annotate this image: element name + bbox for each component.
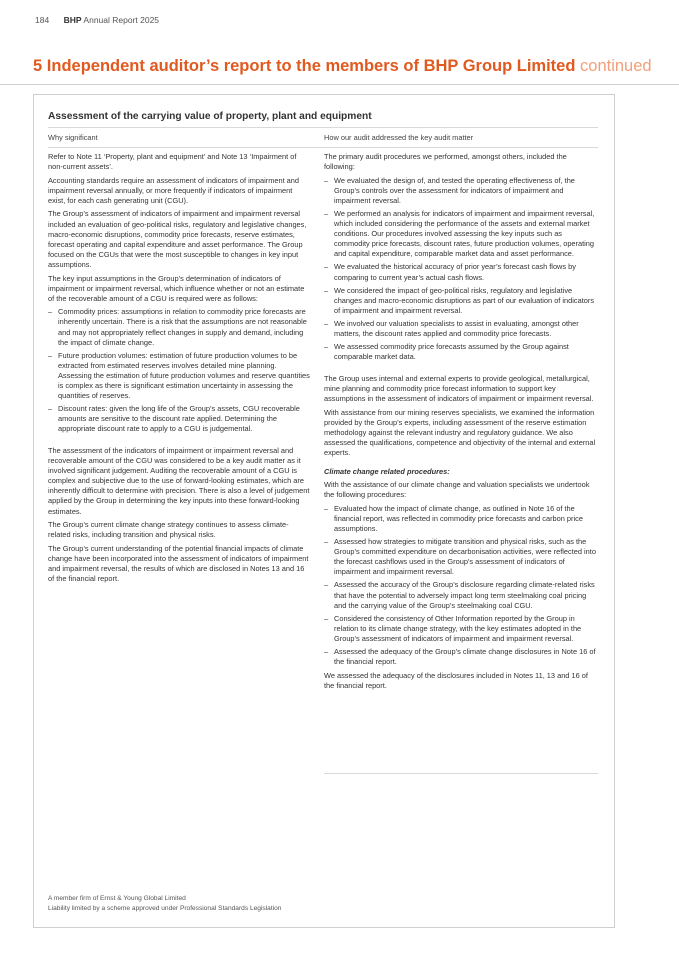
list-item: – Considered the consistency of Other Information reported by the Group in relation to its climate change strategy, with the key estimates adopted in the Group’s assessment of indicators of impairment and impairment reversal. xyxy=(324,613,582,643)
brand-name: BHP xyxy=(63,15,82,25)
list-item: – Commodity prices: assumptions in relation to commodity price forecasts are inherently uncertain. There is a risk that the assumptions are not reasonable and may not appropriately reflect changes in supply and demand, including the impact of climate change. xyxy=(48,307,307,347)
climate-procedures-list xyxy=(324,504,598,667)
paragraph: The Group’s current climate change strategy continues to assess climate-related risks, including transition and physical risks. xyxy=(48,520,289,540)
list-item: – We involved our valuation specialists to assist in evaluating, amongst other matters, the discount rates applied and commodity price forecasts. xyxy=(324,318,579,338)
page-header xyxy=(35,15,159,25)
footer-line: A member firm of Ernst & Young Global Limited xyxy=(48,895,186,902)
header-divider xyxy=(0,84,679,85)
document-title: Annual Report 2025 xyxy=(83,15,160,25)
footer-line: Liability limited by a scheme approved under Professional Standards Legislation xyxy=(48,904,282,912)
key-audit-matter-title: Assessment of the carrying value of property, plant and equipment xyxy=(48,111,372,122)
paragraph: Accounting standards require an assessment of indicators of impairment and impairment reversal annually, or more frequently if indicators of impairment exist, for each cash generating unit (CGU). xyxy=(48,175,300,205)
divider xyxy=(324,773,598,774)
paragraph: With the assistance of our climate change and valuation specialists we undertook the following procedures: xyxy=(324,480,590,500)
list-item: – We evaluated the historical accuracy of prior year’s forecast cash flows by comparing to current year’s actual cash flows. xyxy=(324,262,576,282)
list-item: – Future production volumes: estimation of future production volumes to be extracted from estimated reserves involves detailed mine planning. Assessing the estimation of future production volumes and reserve quantities is complex as there is significant estimation uncertainty in assessing the quantities of reserves. xyxy=(48,350,310,401)
climate-subheading: Climate change related procedures: xyxy=(324,466,450,476)
left-column xyxy=(48,152,310,588)
list-item: – We evaluated the design of, and tested the operating effectiveness of, the Group’s controls over the assessment for indicators of impairment and impairment reversal. xyxy=(324,175,575,205)
procedures-list xyxy=(324,176,598,363)
divider xyxy=(48,127,598,128)
section-title: Independent auditor’s report to the members of BHP Group Limited xyxy=(46,57,576,75)
list-item: – Assessed how strategies to mitigate transition and physical risks, such as the Group’s committed expenditure on decarbonisation activities, were reflected into the forecast cashflows used in the Group’s assessment of indicators of impairment and impairment reversal. xyxy=(324,537,596,577)
list-item: – Assessed the adequacy of the Group’s climate change disclosures in Note 16 of the financial report. xyxy=(324,647,596,667)
assumptions-list xyxy=(48,307,310,434)
paragraph: The Group’s assessment of indicators of impairment and impairment reversal included an evaluation of geo-political risks, regulatory and legislative changes, macro-economic disruptions, commodity price forecasts, reserve estimates, forecast operating and capital expenditure and asset performance. The Group focused on the CGUs that were the most susceptible to changes in key input assumptions. xyxy=(48,209,307,269)
footer xyxy=(48,894,281,913)
paragraph: The key input assumptions in the Group’s determination of indicators of impairment or impairment reversal, which influence whether or not an estimate of the recoverable amount of a CGU is required were as follows: xyxy=(48,273,305,303)
list-item: – We assessed commodity price forecasts assumed by the Group against comparable market data. xyxy=(324,342,569,362)
section-number: 5 xyxy=(33,57,43,75)
right-column xyxy=(324,152,598,694)
list-item: – We considered the impact of geo-political risks, regulatory and legislative changes and macro-economic disruptions as part of our evaluation of indicators of impairment and impairment reversal. xyxy=(324,285,595,315)
list-item: – Evaluated how the impact of climate change, as outlined in Note 16 of the financial report, was reflected in commodity price forecasts and carbon price assumptions. xyxy=(324,503,583,533)
section-heading xyxy=(33,57,652,76)
paragraph: The Group uses internal and external experts to provide geological, metallurgical, mine planning and commodity price forecast information to support key assumptions in the assessment of indicators of impairment or impairment reversal. xyxy=(324,373,594,403)
column-header-why: Why significant xyxy=(48,133,98,142)
paragraph: The assessment of the indicators of impairment or impairment reversal and recoverable amount of the CGU was considered to be a key audit matter as it involved significant judgement. Auditing the recoverable amount of a CGU is complex and subjective due to the use of forward-looking estimates, which are inherently difficult to determine with precision. There is also a level of judgement applied by the Group in determining the key inputs into these forward-looking estimates. xyxy=(48,445,310,516)
list-item: – Discount rates: given the long life of the Group’s assets, CGU recoverable amounts are sensitive to the discount rate applied. Determining the appropriate discount rate to apply to a CGU is judgemental. xyxy=(48,404,300,434)
divider xyxy=(48,147,598,148)
list-item: – We performed an analysis for indicators of impairment and impairment reversal, which included considering the performance of the assets and external market conditions. Our procedures involved assessing the key inputs such as commodity price forecasts, discount rates, future production volumes, operating and capital expenditure, comparable market data and asset performance. xyxy=(324,208,595,259)
section-continued: continued xyxy=(580,57,652,75)
paragraph: Refer to Note 11 ‘Property, plant and equipment’ and Note 13 ‘Impairment of non-current assets’. xyxy=(48,152,297,172)
paragraph: We assessed the adequacy of the disclosures included in Notes 11, 13 and 16 of the financial report. xyxy=(324,670,588,690)
column-header-how: How our audit addressed the key audit matter xyxy=(324,133,474,142)
paragraph: The Group’s current understanding of the potential financial impacts of climate change have been incorporated into the assessment of indicators of impairment and impairment reversal, the results of which are disclosed in Notes 13 and 16 of the financial report. xyxy=(48,543,309,584)
paragraph: The primary audit procedures we performed, amongst others, included the following: xyxy=(324,152,567,172)
paragraph: With assistance from our mining reserves specialists, we examined the information provided by the Group’s experts, including assessment of the reserve estimation methodology against the relevant industry and regulatory guidance. We also assessed the qualifications, competence and objectivity of the internal and external experts. xyxy=(324,407,596,457)
page-number: 184 xyxy=(35,15,50,25)
list-item: – Assessed the accuracy of the Group’s disclosure regarding climate-related risks that have the potential to adversely impact long term steelmaking coal pricing and the carrying value of the Group’s steelmaking coal CGU. xyxy=(324,580,595,610)
